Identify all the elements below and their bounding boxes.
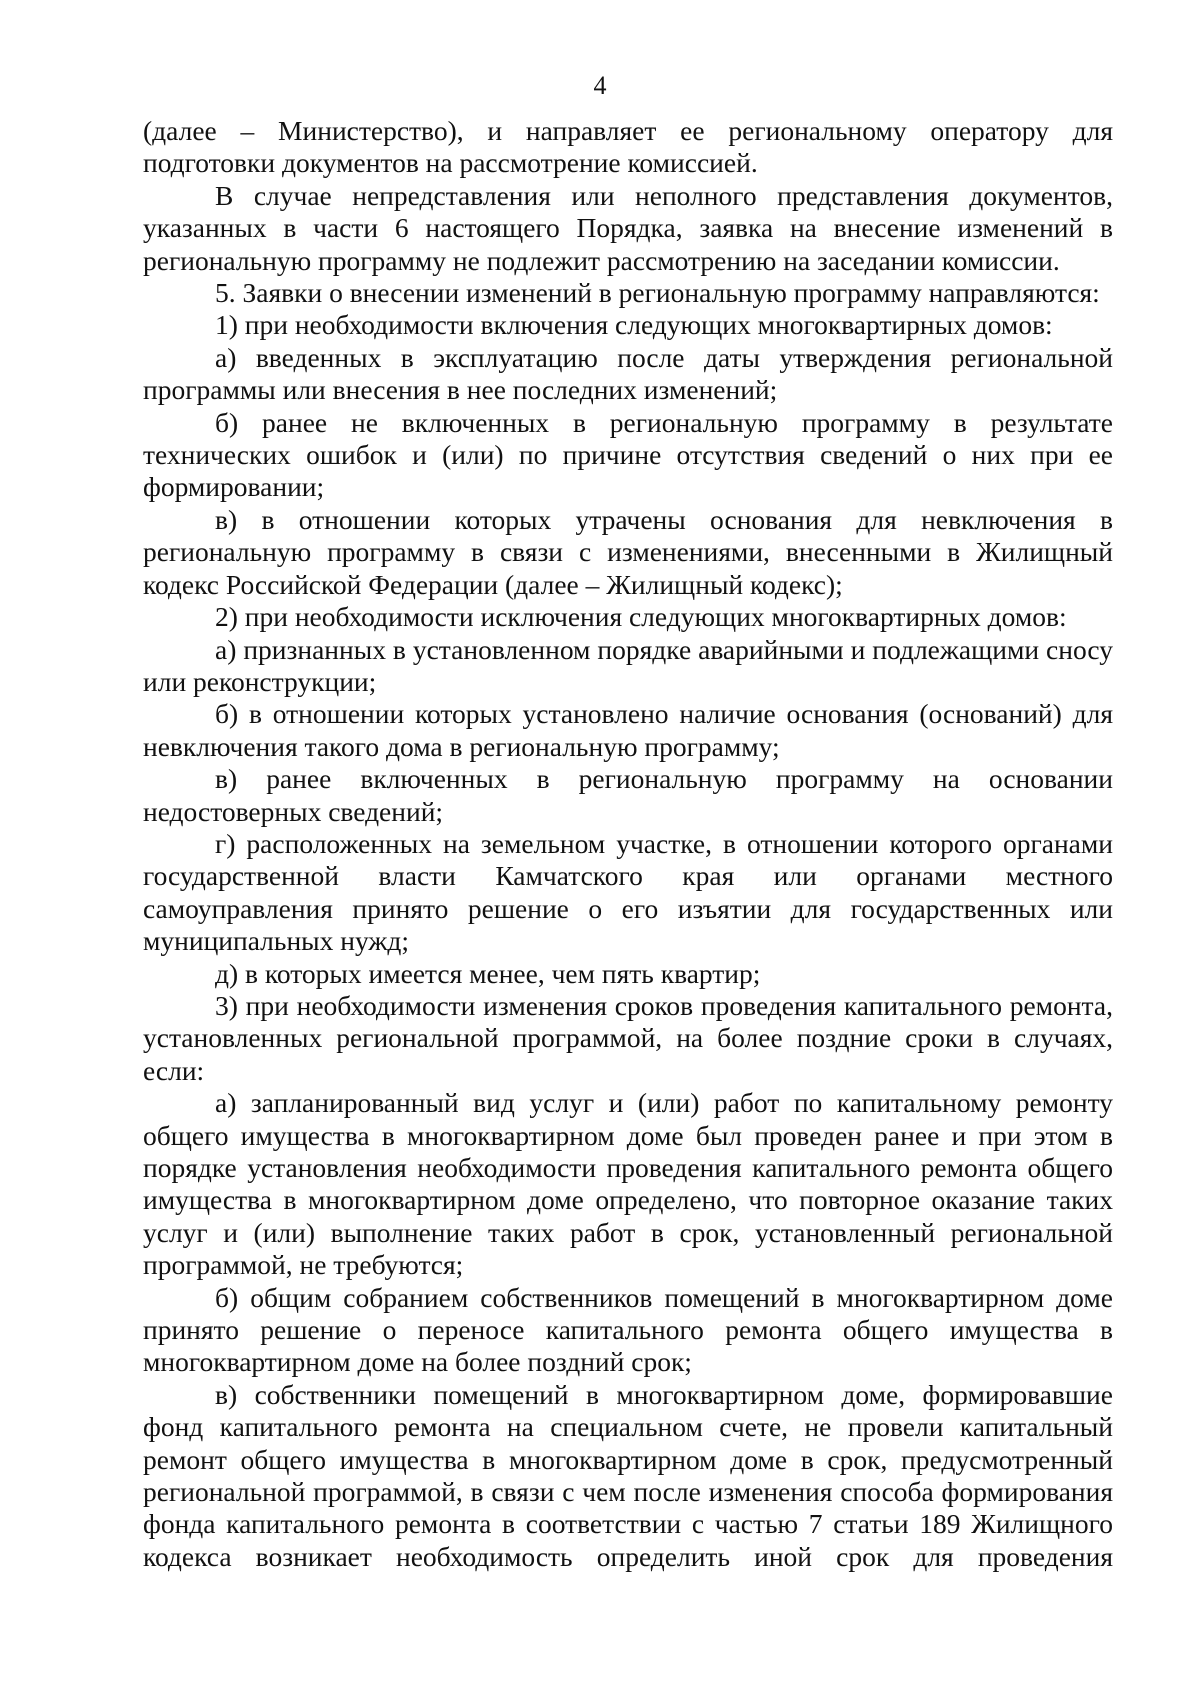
paragraph-item-1: 1) при необходимости включения следующих многоквартирных домов: (215, 309, 1053, 341)
paragraph-item-2: 2) при необходимости исключения следующих многоквартирных домов: (215, 601, 1067, 633)
paragraph-section-5: 5. Заявки о внесении изменений в региональную программу направляются: (215, 277, 1100, 309)
paragraph-item-2b: б) в отношении которых установлено наличие основания (оснований) для невключения такого дома в региональную программу; (143, 698, 1113, 762)
paragraph-item-3: 3) при необходимости изменения сроков проведения капитального ремонта, установленных региональной программой, на более поздние сроки в случаях, если: (143, 989, 1113, 1086)
paragraph-item-3v: в) собственники помещений в многоквартирном доме, формировавшие фонд капитального ремонта на специальном счете, не провели капитальный ремонт общего имущества в многоквартирном доме в срок, предусмотренный региональной программой, в связи с чем после изменения способа формирования фонда капитального ремонта в соответствии с частью 7 статьи 189 Жилищного кодекса возникает необходимость определить иной срок для проведения (143, 1378, 1113, 1572)
paragraph-item-3a: а) запланированный вид услуг и (или) работ по капитальному ремонту общего имущества в многоквартирном доме был проведен ранее и при этом в порядке установления необходимости проведения капитального ремонта общего имущества в многоквартирном доме определено, что повторное оказание таких услуг и (или) выполнение таких работ в срок, установленный региональной программой, не требуются; (143, 1087, 1113, 1281)
paragraph-item-3b: б) общим собранием собственников помещений в многоквартирном доме принято решение о переносе капитального ремонта общего имущества в многоквартирном доме на более поздний срок; (143, 1281, 1113, 1378)
paragraph-item-1v: в) в отношении которых утрачены основания для невключения в региональную программу в связи с изменениями, внесенными в Жилищный кодекс Российской Федерации (далее – Жилищный кодекс); (143, 503, 1113, 600)
paragraph-item-1b: б) ранее не включенных в региональную программу в результате технических ошибок и (или) по причине отсутствия сведений о них при ее формировании; (143, 406, 1113, 503)
paragraph-item-2a: а) признанных в установленном порядке аварийными и подлежащими сносу или реконструкции; (143, 633, 1113, 697)
page-number: 4 (593, 71, 607, 100)
paragraph-item-2g: г) расположенных на земельном участке, в отношении которого органами государственной власти Камчатского края или органами местного самоуправления принято решение о его изъятии для государственных или муниципальных нужд; (143, 827, 1113, 957)
paragraph-incomplete-documents: В случае непредставления или неполного представления документов, указанных в части 6 настоящего Порядка, заявка на внесение изменений в региональную программу не подлежит рассмотрению на заседании комиссии. (143, 179, 1113, 276)
paragraph-item-2d: д) в которых имеется менее, чем пять квартир; (215, 957, 761, 989)
document-body (143, 115, 1113, 1573)
paragraph-item-1a: а) введенных в эксплуатацию после даты утверждения региональной программы или внесения в нее последних изменений; (143, 341, 1113, 406)
paragraph-item-2v: в) ранее включенных в региональную программу на основании недостоверных сведений; (143, 763, 1113, 827)
paragraph-continuation: (далее – Министерство), и направляет ее региональному оператору для подготовки документов на рассмотрение комиссией. (143, 115, 1113, 179)
